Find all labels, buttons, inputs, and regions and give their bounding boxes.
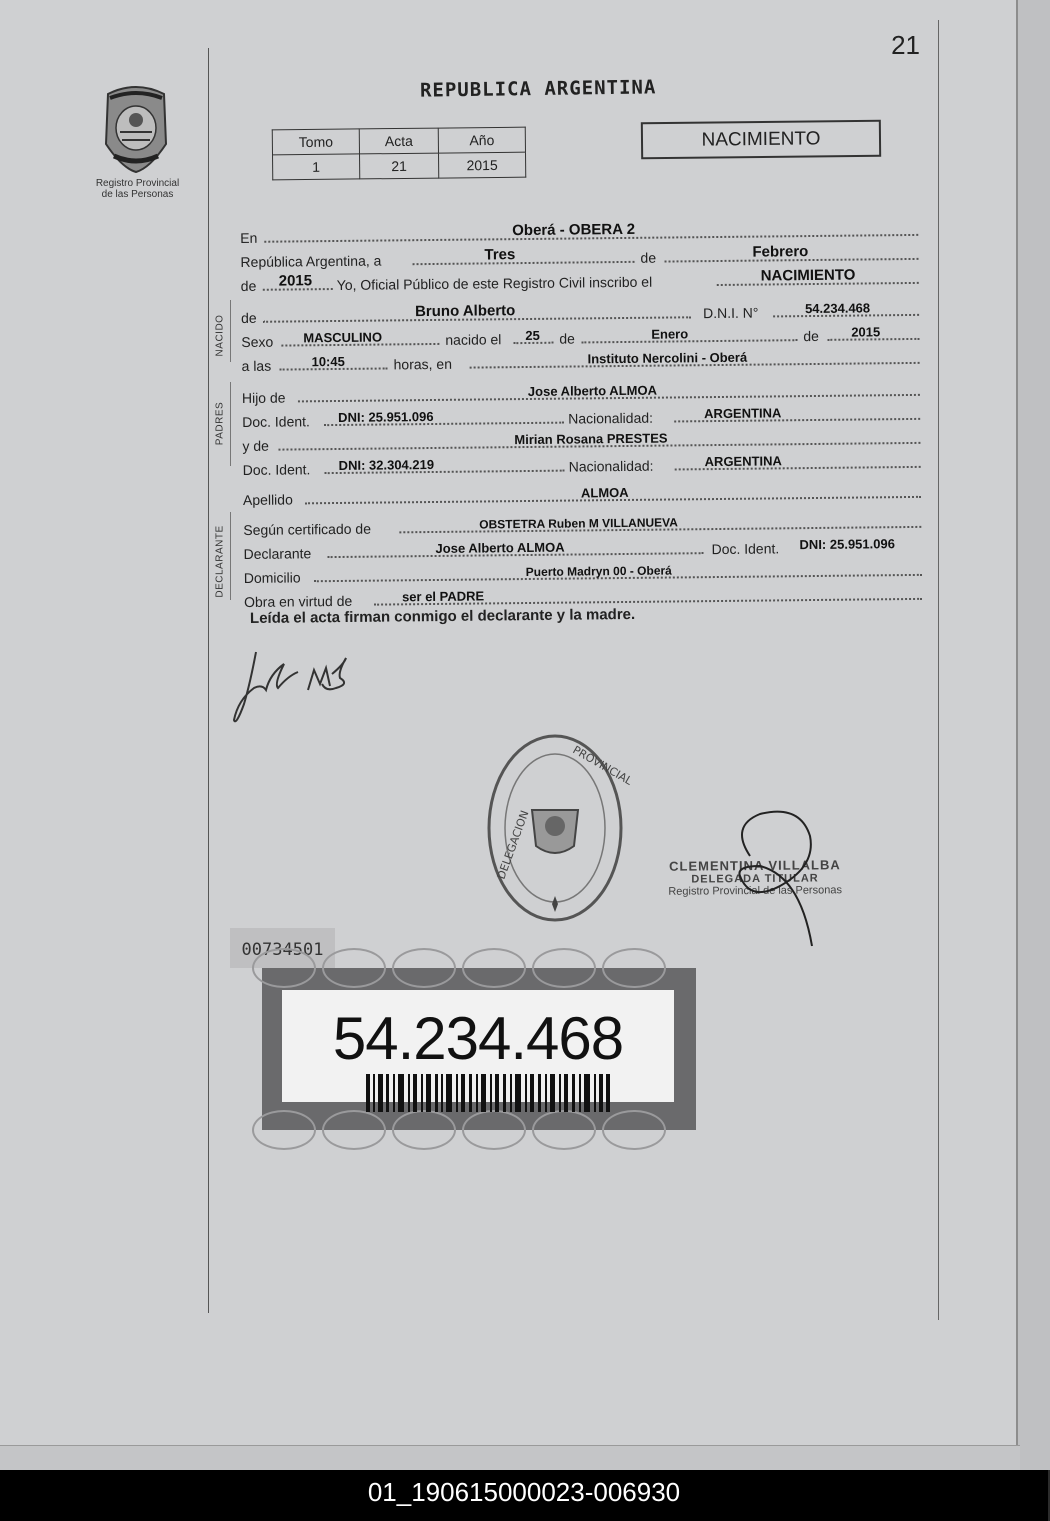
mother-nat-label: Nacionalidad: <box>568 457 654 475</box>
sexo-label: Sexo <box>241 333 274 350</box>
crest-label <box>80 178 195 200</box>
frame-line-right <box>938 20 939 1320</box>
de-nombre-label: de <box>241 309 257 326</box>
father-doc-label: Doc. Ident. <box>242 413 310 430</box>
horas-label: horas, en <box>393 355 453 373</box>
sticker-pattern <box>602 1110 666 1150</box>
month-value: Febrero <box>752 243 809 261</box>
father-nat-value: ARGENTINA <box>704 405 782 422</box>
sticker-pattern <box>252 1110 316 1150</box>
alas-label: a las <box>241 357 272 374</box>
tomo-header: Tomo <box>272 129 359 155</box>
frame-line-left <box>208 48 209 1313</box>
cert-value: OBSTETRA Ruben M VILLANUEVA <box>479 515 678 532</box>
crest-label-line1: Registro Provincial <box>95 178 180 189</box>
mother-doc-label: Doc. Ident. <box>242 461 311 478</box>
de2-label: de <box>240 277 257 294</box>
inscribo-label: Yo, Oficial Público de este Registro Civil inscribo el <box>336 273 653 293</box>
section-divider-nacido <box>230 300 231 362</box>
acta-value: 21 <box>360 153 439 179</box>
en-label: En <box>240 229 258 246</box>
decl-doc-label: Doc. Ident. <box>711 540 780 558</box>
official-name: CLEMENTINA VILLALBA <box>669 857 841 874</box>
child-name-value: Bruno Alberto <box>414 302 516 321</box>
republica-label: República Argentina, a <box>240 252 382 270</box>
de-anio-label: de <box>803 327 819 345</box>
place-value: Oberá - OBERA 2 <box>512 220 636 240</box>
apellido-value: ALMOA <box>580 484 629 501</box>
birth-place-value: Instituto Nercolini - Oberá <box>587 349 748 367</box>
sticker-pattern <box>252 948 316 988</box>
mother-doc-value: DNI: 32.304.219 <box>338 456 435 473</box>
official-org: Registro Provincial de las Personas <box>668 884 842 898</box>
barcode-icon <box>366 1074 610 1112</box>
act-type-value: NACIMIENTO <box>760 266 856 285</box>
child-dni-value: 54.234.468 <box>804 300 871 317</box>
sticker-pattern <box>462 1110 526 1150</box>
day-value: Tres <box>484 246 516 264</box>
section-divider-padres <box>230 382 231 466</box>
dots <box>413 261 635 265</box>
registry-seal-icon <box>482 730 635 926</box>
declarant-signature <box>226 644 366 728</box>
underlying-page-strip <box>0 1445 1020 1471</box>
father-doc-value: DNI: 25.951.096 <box>338 408 434 425</box>
page-number: 21 <box>891 30 920 60</box>
sticker-pattern <box>532 948 596 988</box>
anio-header: Año <box>438 127 525 153</box>
de-mes-label: de <box>559 330 575 347</box>
virtud-value: ser el PADRE <box>401 588 485 605</box>
father-nat-label: Nacionalidad: <box>568 409 654 427</box>
cert-label: Según certificado de <box>243 520 372 538</box>
nacido-label: nacido el <box>445 331 502 348</box>
document-title: REPUBLICA ARGENTINA <box>419 76 657 102</box>
svg-text:PROVINCIAL: PROVINCIAL <box>570 743 635 788</box>
sticker-pattern <box>532 1110 596 1150</box>
mother-name-value: Mirian Rosana PRESTES <box>514 430 668 448</box>
section-label-declarante: DECLARANTE <box>214 525 226 598</box>
registry-table <box>272 127 527 181</box>
section-label-padres: PADRES <box>214 401 226 446</box>
decl-name-value: Jose Alberto ALMOA <box>435 539 565 556</box>
tomo-value: 1 <box>273 154 360 180</box>
domicilio-value: Puerto Madryn 00 - Oberá <box>525 563 672 580</box>
father-name-value: Jose Alberto ALMOA <box>527 382 658 399</box>
sticker-pattern <box>392 948 456 988</box>
anio-value: 2015 <box>438 152 525 178</box>
acta-header: Acta <box>359 128 438 154</box>
section-divider-declarante <box>230 512 231 600</box>
birth-day-value: 25 <box>525 327 540 344</box>
dni-label: D.N.I. N° <box>702 304 759 322</box>
section-label-nacido: NACIDO <box>214 314 226 357</box>
dom-label: Domicilio <box>243 569 301 586</box>
closing-statement: Leída el acta firman conmigo el declarante y la madre. <box>249 605 636 628</box>
hijo-label: Hijo de <box>241 389 286 406</box>
provincia-misiones-crest-icon <box>100 84 172 174</box>
sticker-pattern <box>322 1110 386 1150</box>
sticker-number: 54.234.468 <box>332 1005 624 1072</box>
sticker-pattern <box>392 1110 456 1150</box>
sticker-pattern <box>462 948 526 988</box>
act-type-box: NACIMIENTO <box>641 120 881 160</box>
apellido-label: Apellido <box>242 491 293 508</box>
svg-text:DELEGACION: DELEGACION <box>494 808 532 882</box>
decl-label: Declarante <box>243 545 312 562</box>
official-signature <box>720 806 820 952</box>
sticker-pattern <box>322 948 386 988</box>
sex-value: MASCULINO <box>303 329 383 346</box>
dots <box>581 339 797 343</box>
mother-nat-value: ARGENTINA <box>704 453 782 470</box>
serial-number: 00734501 <box>230 928 335 968</box>
obra-label: Obra en virtud de <box>243 592 353 610</box>
de-label: de <box>640 249 657 266</box>
yde-label: y de <box>242 437 269 454</box>
year-value: 2015 <box>278 272 313 290</box>
sticker-label <box>282 990 674 1102</box>
official-role: DELEGADA TITULAR <box>691 872 819 886</box>
decl-doc-value: DNI: 25.951.096 <box>799 536 895 553</box>
page-edge <box>1016 0 1050 1470</box>
birth-time-value: 10:45 <box>311 353 345 370</box>
birth-year-value: 2015 <box>851 324 881 340</box>
birth-month-value: Enero <box>651 326 689 342</box>
file-id-caption: 01_190615000023-006930 <box>0 1470 1048 1521</box>
id-sticker <box>262 968 696 1130</box>
sticker-pattern <box>602 948 666 988</box>
crest-label-line2: de las Personas <box>101 189 174 200</box>
